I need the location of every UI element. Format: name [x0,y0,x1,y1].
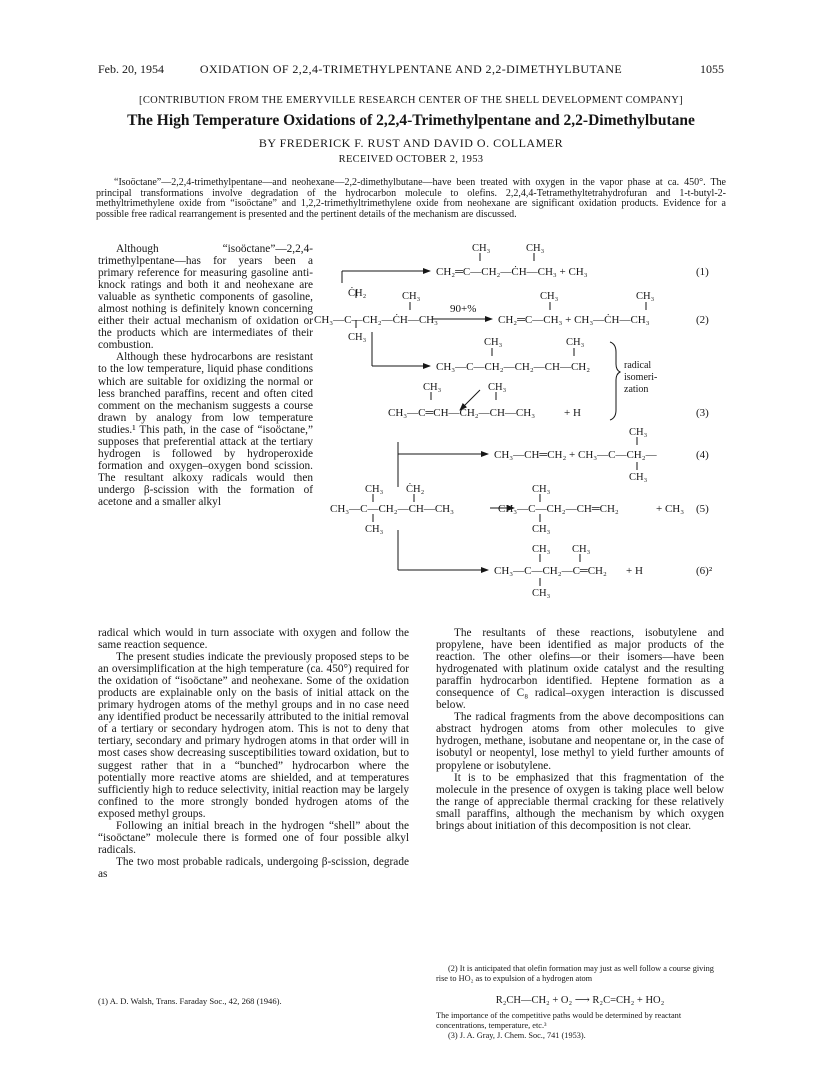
eq5-reactant: CH₃—C—CH₂—CH—CH₃ [330,503,454,515]
paragraph: The present studies indicate the previously proposed steps to be an oversimplification at the high temperature (ca. 450°) required for the oxidation of “isoöctane” and neohexane. Some of the oxidation products are explainable only on the basis of initial attack on the primary hydrogen atoms of the methyl groups and in no case need any identified product be necessarily attributed to the initial removal of a tertiary or secondary hydrogen atom. This is not to deny that tertiary, secondary and primary hydrogen atoms in that order will in most cases show decreasing susceptibilities toward oxidation, but to suggest rather that in a “bunched” hydrocarbon where the potentially more reactive atoms are shielded, and at temperatures sufficiently high to reduce selectivity, initial reaction may be largely confined to the more strongly bonded hydrogen atoms of the exposed methyl groups. [98,651,409,820]
scheme-label: CH₃ [532,544,551,555]
radical-note-line: radical [624,360,652,371]
paragraph: Although these hydrocarbons are resistant to the low temperature, liquid phase conditions which are suitable for oxidizing the normal or less branched paraffins, recent and often cited comment on the mechanism suggests a course drawn by analogy from low temperature studies.¹ This path, in the case of “isoöctane,” supposes that preferential attack at the tertiary hydrogen is followed by hydroperoxide formation and oxygen–oxygen bond scission. The resultant alkoxy radicals would then undergo β-scission with the formation of acetone and a smaller alkyl [98,351,313,508]
scheme-label: CH₃ [629,472,648,483]
right-column-body [436,627,724,832]
footnote-3: (3) J. A. Gray, J. Chem. Soc., 741 (1953). [448,1030,586,1040]
scheme-label: CH₃ [348,332,367,343]
scheme-label: CH₃ [423,382,442,393]
article-title: The High Temperature Oxidations of 2,2,4-Trimethylpentane and 2,2-Dimethylbutane [127,112,695,129]
contribution-line: [CONTRIBUTION FROM THE EMERYVILLE RESEARCH CENTER OF THE SHELL DEVELOPMENT COMPANY] [139,95,683,106]
abstract [96,178,726,220]
received-date: RECEIVED OCTOBER 2, 1953 [338,154,484,165]
scheme-label: ĊH₂ [348,288,367,299]
scheme-label: ĊH₂ [406,484,425,495]
left-column-intro [98,243,313,508]
eq3-bottom: CH₃—C═CH—CH₂—CH—CH₃ [388,407,536,419]
eq4-product: CH₃—CH═CH₂ + CH₃—C—CH₂— [494,449,657,461]
eq5-product: CH₃—C—CH₂—CH═CH₂ [498,503,619,515]
paragraph: The two most probable radicals, undergoing β-scission, degrade as [98,855,409,880]
eq3-number: (3) [696,407,709,419]
running-header [98,62,724,80]
header-running-title: OXIDATION OF 2,2,4-TRIMETHYLPENTANE AND 2,2-DIMETHYLBUTANE [199,62,623,76]
header-page-number: 1055 [700,62,724,76]
abstract-text: “Isoöctane”—2,2,4-trimethylpentane—and neohexane—2,2-dimethylbutane—have been treated with oxygen in the vapor phase at ca. 450°. The principal transformations involve degradation of the hydrocarbon molecule to olefins. 2,2,4,4-Tetramethyltetrahydrofuran and 1-t-butyl-2-methyltrimethylene oxide from “isoöctane” and 1,2,2-trimethyltrimethylene oxide from neohexane are significant oxidation products. Evidence for a possible free radical rearrangement is presented and the pertinent details of the mechanism are discussed. [96,177,726,220]
eq4-number: (4) [696,449,709,461]
paragraph: Following an initial breach in the hydrogen “shell” about the “isoöctane” molecule there is formed one of four possible alkyl radicals. [98,819,409,856]
scheme-label: CH₃ [488,382,507,393]
eq2-product: CH₂═C—CH₃ + CH₃—ĊH—CH₃ [498,314,650,326]
header-date: Feb. 20, 1954 [98,62,164,76]
scheme-label: CH₃ [572,544,591,555]
scheme-label: CH₃ [629,427,648,438]
footnote-1: (1) A. D. Walsh, Trans. Faraday Soc., 42, 268 (1946). [98,996,282,1006]
paragraph-continued: radical which would in turn associate with oxygen and follow the same reaction sequence. [98,627,409,652]
radical-note-line: isomeri- [624,372,658,383]
eq1-number: (1) [696,266,709,278]
footnote-2: (2) It is anticipated that olefin formation may just as well follow a course giving rise to HO₂ as to expulsion of a hydrogen atom [436,964,714,983]
eq2-number: (2) [696,314,709,326]
scheme-label: CH₃ [636,291,655,302]
scheme-label: CH₃ [532,484,551,495]
eq5-plus-ch3: + CH₃ [656,503,685,515]
reaction-scheme [312,240,726,620]
scheme-label: CH₃ [526,243,545,254]
eq3-plus-h: + H [564,407,581,419]
eq6-product: CH₃—C—CH₂—C═CH₂ [494,565,607,577]
paragraph: The resultants of these reactions, isobutylene and propylene, have been identified as major products of the reaction. The other olefins—or their isomers—have been hydrogenated with platinum oxide catalyst and the resulting paraffin hydrocarbon identified. Heptene formation as a consequence of C₈ radical–oxygen interaction is discussed below. [436,627,724,712]
eq3-top: CH₃—C—CH₂—CH₂—CH—CH₂ [436,361,591,373]
scheme-label: CH₃ [532,588,551,599]
eq6-number: (6)² [696,565,713,577]
paragraph: It is to be emphasized that this fragmentation of the molecule in the presence of oxygen is taking place well below the range of appreciable thermal cracking for these relatively small paraffins, although the mechanism by which oxygen brings about initiation of this decomposition is not clear. [436,771,724,832]
eq2-reactant: CH₃—C—CH₂—ĊH—CH₃ [314,314,438,326]
scheme-label: CH₃ [472,243,491,254]
authors-line: BY FREDERICK F. RUST AND DAVID O. COLLAMER [258,136,564,150]
scheme-label: CH₃ [532,524,551,535]
scheme-label: CH₃ [566,337,585,348]
paragraph: Although “isoöctane”—2,2,4-trimethylpentane—has for years been a primary reference for measuring gasoline anti-knock ratings and both it and neohexane are valuable as synthetic components of gasoline, almost nothing is definitely known concerning either their actual mechanism of oxidation or the products which are intermediates of their combustion. [98,243,313,352]
scheme-label: CH₃ [402,291,421,302]
scheme-label: CH₃ [540,291,559,302]
eq1-product: CH₂═C—CH₂—ĊH—CH₃ + CH₃ [436,266,588,278]
radical-note-line: zation [624,384,649,395]
footnote-2-continued: The importance of the competitive paths would be determined by reactant concentrations, temperature, etc.³ [436,1011,682,1031]
eq5-number: (5) [696,503,709,515]
equation-bracket [610,342,620,420]
eq6-plus-h: + H [626,565,643,577]
footnotes-right [436,964,724,1041]
scheme-label: CH₃ [365,524,384,535]
scheme-label: CH₃ [365,484,384,495]
reaction-scheme-svg [312,240,726,620]
eq2-yield: 90+% [450,303,477,315]
paragraph: The radical fragments from the above decompositions can abstract hydrogen atoms from other molecules to give hydrogen, methane, isobutane and neopentane or, in the case of isobutyl or neopentyl, lose methyl to yield further amounts of propylene or isobutylene. [436,711,724,772]
left-column-body [98,627,409,880]
scheme-label: CH₃ [484,337,503,348]
footnote-equation: R₂CH—CH₂ + O₂ ⟶ R₂C=CH₂ + HO₂ [495,994,665,1006]
